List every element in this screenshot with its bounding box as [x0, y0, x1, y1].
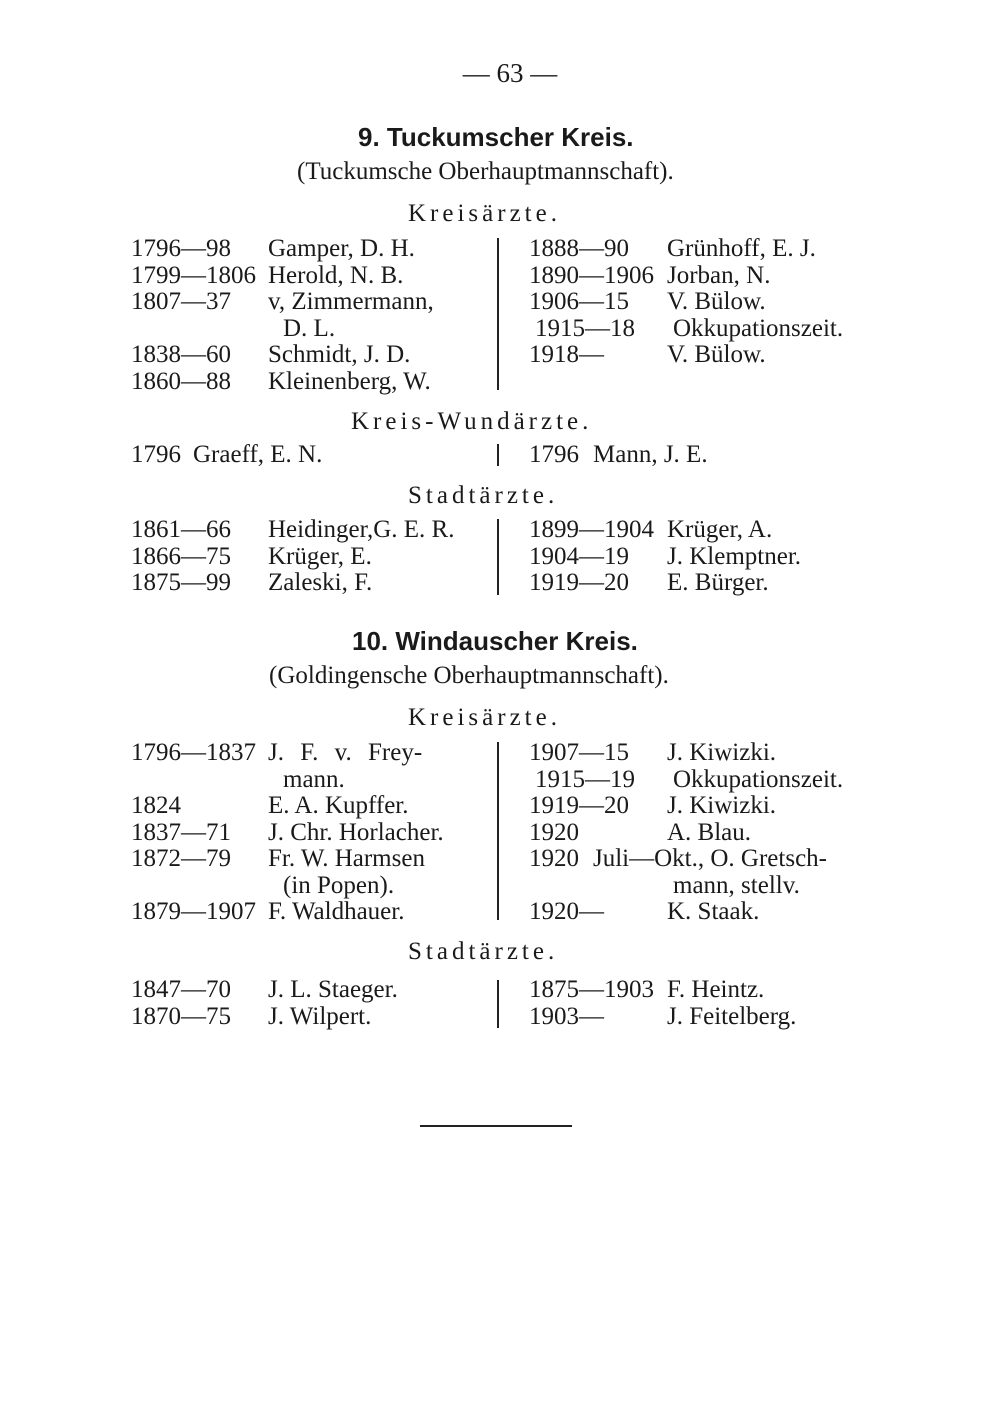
physician-name: Mann, J. E. [593, 441, 708, 468]
physician-name: mann. [283, 765, 345, 793]
list-item [529, 570, 889, 597]
physician-name: E. Bürger. [667, 569, 769, 596]
column-divider [497, 238, 499, 390]
physician-name: J. L. Staeger. [268, 976, 398, 1003]
list-item [131, 793, 491, 820]
list-item [529, 899, 889, 926]
physician-name: J. F. v. Frey- [268, 739, 423, 766]
physician-name: mann, stellv. [673, 871, 800, 899]
physician-name: Krüger, E. [268, 542, 372, 570]
column-divider [497, 519, 499, 595]
year-range: 1799—1806 [131, 261, 256, 289]
physician-name: D. L. [283, 314, 336, 342]
year-range: 1915—18 [535, 314, 635, 342]
list-item [131, 767, 491, 794]
list-item [131, 342, 491, 369]
physician-name: Heidinger,G. E. R. [268, 516, 455, 543]
physician-name: J. Feitelberg. [667, 1002, 797, 1030]
year-range: 1915—19 [535, 765, 635, 793]
physician-name: Okkupationszeit. [673, 765, 844, 793]
physician-name: Okkupationszeit. [673, 314, 844, 342]
physician-name: Juli—Okt., O. Gretsch- [593, 845, 827, 872]
list-item [529, 289, 889, 316]
year-range: 1838—60 [131, 341, 231, 368]
column-divider [497, 980, 499, 1028]
year-range: 1796—1837 [131, 739, 256, 766]
year-range: 1860—88 [131, 367, 231, 395]
right-column [529, 517, 889, 597]
year-range: 1904—19 [529, 542, 629, 570]
list-item [131, 873, 491, 900]
physician-name: Fr. W. Harmsen [268, 845, 425, 872]
left-column [131, 977, 491, 1030]
physician-name: Jorban, N. [667, 261, 771, 289]
year-range: 1837—71 [131, 818, 231, 846]
section-title: 10. Windauscher Kreis. [352, 626, 638, 656]
physician-name: V. Bülow. [667, 341, 766, 368]
year-range: 1875—1903 [529, 976, 654, 1003]
physician-name: v, Zimmermann, [268, 288, 434, 315]
group-heading: Kreisärzte. [408, 200, 561, 227]
right-column [529, 740, 889, 926]
list-item [131, 899, 491, 926]
list-item [131, 977, 491, 1004]
year-range: 1875—99 [131, 569, 231, 596]
year-range: 1907—15 [529, 739, 629, 766]
year-range: 1796 [131, 441, 181, 468]
physician-name: Zaleski, F. [268, 569, 373, 596]
list-item [529, 442, 889, 469]
year-range: 1918— [529, 341, 604, 368]
left-column [131, 517, 491, 597]
year-range: 1919—20 [529, 569, 629, 596]
year-range: 1920 [529, 818, 579, 846]
physician-name: Herold, N. B. [268, 261, 404, 289]
list-item [131, 544, 491, 571]
year-range: 1870—75 [131, 1002, 231, 1030]
year-range: 1807—37 [131, 288, 231, 315]
list-item [131, 846, 491, 873]
group-heading: Kreis-Wundärzte. [351, 408, 593, 435]
end-rule [420, 1125, 572, 1127]
list-item [529, 793, 889, 820]
year-range: 1920 [529, 845, 579, 872]
list-item [131, 740, 491, 767]
list-item [131, 1004, 491, 1031]
list-item [131, 263, 491, 290]
list-item [529, 236, 889, 263]
group-heading: Stadtärzte. [408, 482, 559, 509]
list-item [131, 316, 491, 343]
physician-name: Graeff, E. N. [193, 441, 323, 468]
list-item [529, 1004, 889, 1031]
year-range: 1906—15 [529, 288, 629, 315]
year-range: 1888—90 [529, 235, 629, 262]
list-item [529, 873, 889, 900]
section-subtitle: (Goldingensche Oberhauptmannschaft). [269, 662, 669, 689]
right-column [529, 442, 889, 469]
list-item [529, 517, 889, 544]
physician-name: J. Chr. Horlacher. [268, 818, 444, 846]
column-divider [497, 444, 499, 466]
year-range: 1890—1906 [529, 261, 654, 289]
physician-name: V. Bülow. [667, 288, 766, 315]
left-column [131, 236, 491, 395]
list-item [529, 977, 889, 1004]
list-item [529, 820, 889, 847]
physician-name: Grünhoff, E. J. [667, 235, 816, 262]
list-item [131, 289, 491, 316]
list-item [131, 369, 491, 396]
section-subtitle: (Tuckumsche Oberhauptmannschaft). [297, 158, 674, 185]
year-range: 1903— [529, 1002, 604, 1030]
year-range: 1796 [529, 441, 579, 468]
list-item [131, 570, 491, 597]
list-item [529, 342, 889, 369]
physician-name: Kleinenberg, W. [268, 367, 431, 395]
list-item [529, 767, 889, 794]
column-divider [497, 742, 499, 920]
physician-name: F. Heintz. [667, 976, 765, 1003]
left-column [131, 740, 491, 926]
group-heading: Stadtärzte. [408, 938, 559, 965]
physician-name: Krüger, A. [667, 516, 773, 543]
right-column [529, 977, 889, 1030]
list-item [529, 263, 889, 290]
list-item [529, 846, 889, 873]
year-range: 1796—98 [131, 235, 231, 262]
physician-name: E. A. Kupffer. [268, 792, 409, 819]
year-range: 1872—79 [131, 845, 231, 872]
physician-name: J. Kiwizki. [667, 792, 777, 819]
group-heading: Kreisärzte. [408, 704, 561, 731]
list-item [529, 740, 889, 767]
physician-name: A. Blau. [667, 818, 752, 846]
right-column [529, 236, 889, 369]
year-range: 1861—66 [131, 516, 231, 543]
year-range: 1879—1907 [131, 898, 256, 925]
list-item [529, 316, 889, 343]
year-range: 1919—20 [529, 792, 629, 819]
year-range: 1920— [529, 898, 604, 925]
list-item [131, 517, 491, 544]
year-range: 1847—70 [131, 976, 231, 1003]
year-range: 1899—1904 [529, 516, 654, 543]
list-item [131, 820, 491, 847]
physician-name: J. Kiwizki. [667, 739, 777, 766]
physician-name: J. Wilpert. [268, 1002, 372, 1030]
physician-name: J. Klemptner. [667, 542, 802, 570]
left-column [131, 442, 491, 469]
physician-name: K. Staak. [667, 898, 760, 925]
physician-name: Gamper, D. H. [268, 235, 415, 262]
physician-name: (in Popen). [283, 871, 395, 899]
list-item [131, 236, 491, 263]
list-item [131, 442, 491, 469]
year-range: 1866—75 [131, 542, 231, 570]
page-number: — 63 — [462, 58, 558, 88]
year-range: 1824 [131, 792, 181, 819]
physician-name: Schmidt, J. D. [268, 341, 411, 368]
physician-name: F. Waldhauer. [268, 898, 405, 925]
list-item [529, 544, 889, 571]
section-title: 9. Tuckumscher Kreis. [358, 122, 634, 152]
